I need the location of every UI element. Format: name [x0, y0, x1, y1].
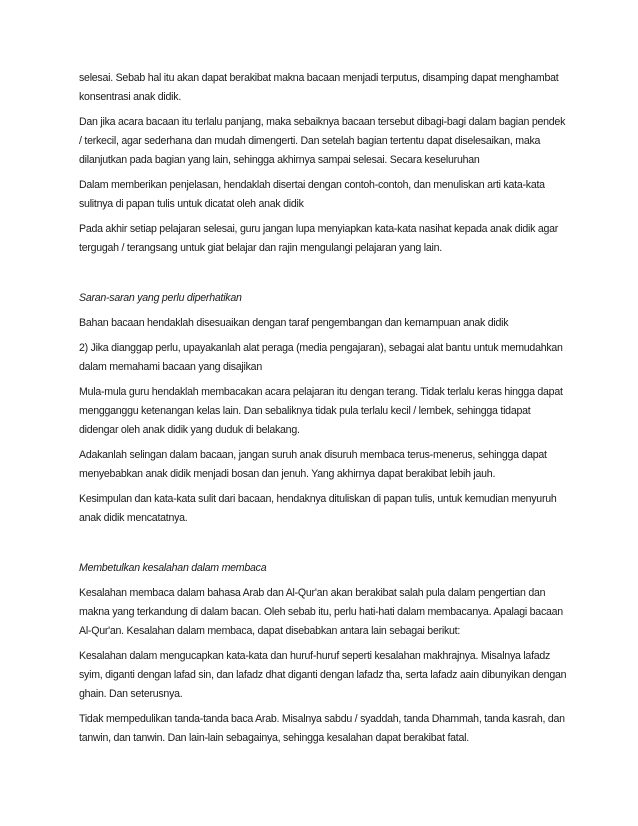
section-gap: [79, 534, 569, 559]
paragraph-6: 2) Jika dianggap perlu, upayakanlah alat peraga (media pengajaran), sebagai alat bantu untuk memudahkan dalam memahami bacaan yang disajikan: [79, 342, 563, 373]
section-heading-membetulkan: Membetulkan kesalahan dalam membaca: [79, 562, 267, 574]
document-body: [79, 69, 569, 754]
paragraph-5: Bahan bacaan hendaklah disesuaikan dengan taraf pengembangan dan kemampuan anak didik: [79, 317, 509, 329]
paragraph-2: Dan jika acara bacaan itu terlalu panjang, maka sebaiknya bacaan tersebut dibagi-bagi dalam bagian pendek / terkecil, agar sederhana dan mudah dimengerti. Dan setelah bagian tertentu dapat diselesaikan, maka dilanjutkan pada bagian yang lain, sehingga akhirnya sampai selesai. Secara keseluruhan: [79, 116, 566, 166]
paragraph-11: Kesalahan dalam mengucapkan kata-kata dan huruf-huruf seperti kesalahan makhrajnya. Misalnya lafadz syim, diganti dengan lafad sin, dan lafadz dhat diganti dengan lafadz tha, serta lafadz aain dibunyikan dengan ghain. Dan seterusnya.: [79, 650, 567, 700]
paragraph-4: Pada akhir setiap pelajaran selesai, guru jangan lupa menyiapkan kata-kata nasihat kepada anak didik agar tergugah / terangsang untuk giat belajar dan rajin mengulangi pelajaran yang lain.: [79, 223, 559, 254]
paragraph-7: Mula-mula guru hendaklah membacakan acara pelajaran itu dengan terang. Tidak terlalu keras hingga dapat mengganggu ketenangan kelas lain. Dan sebaliknya tidak pula terlalu kecil / lembek, sehingga tidapat didengar oleh anak didik yang duduk di belakang.: [79, 386, 563, 436]
paragraph-12: Tidak mempedulikan tanda-tanda baca Arab. Misalnya sabdu / syaddah, tanda Dhammah, tanda kasrah, dan tanwin, dan tanwin. Dan lain-lain sebagainya, sehingga kesalahan dapat berakibat fatal.: [79, 713, 565, 744]
paragraph-8: Adakanlah selingan dalam bacaan, jangan suruh anak disuruh membaca terus-menerus, sehingga dapat menyebabkan anak didik menjadi bosan dan jenuh. Yang akhirnya dapat berakibat lebih jauh.: [79, 449, 547, 480]
paragraph-1: selesai. Sebab hal itu akan dapat berakibat makna bacaan menjadi terputus, disamping dapat menghambat konsentrasi anak didik.: [79, 72, 559, 103]
paragraph-10: Kesalahan membaca dalam bahasa Arab dan Al-Qur'an akan berakibat salah pula dalam pengertian dan makna yang terkandung di dalam bacan. Oleh sebab itu, perlu hati-hati dalam membacanya. Apalagi bacaan Al-Qur'an. Kesalahan dalam membaca, dapat disebabkan antara lain sebagai berikut:: [79, 587, 563, 637]
section-gap: [79, 264, 569, 289]
paragraph-9: Kesimpulan dan kata-kata sulit dari bacaan, hendaknya dituliskan di papan tulis, untuk kemudian menyuruh anak didik mencatatnya.: [79, 493, 557, 524]
paragraph-3: Dalam memberikan penjelasan, hendaklah disertai dengan contoh-contoh, dan menuliskan arti kata-kata sulitnya di papan tulis untuk dicatat oleh anak didik: [79, 179, 545, 210]
section-heading-saran: Saran-saran yang perlu diperhatikan: [79, 292, 242, 304]
